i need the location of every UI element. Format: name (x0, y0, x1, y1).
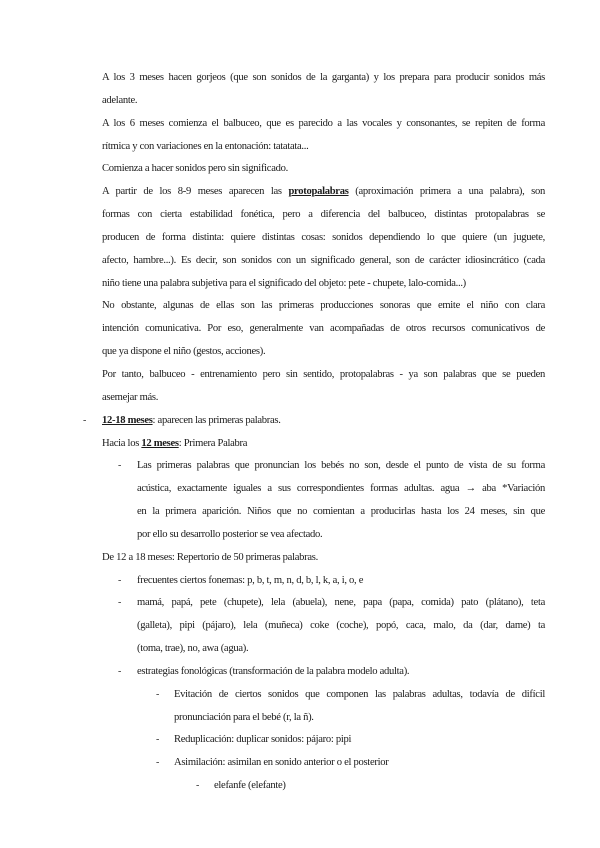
text-segment: A partir de los 8-9 meses aparecen las (102, 186, 289, 198)
text-line (0, 413, 600, 436)
text-segment: por ello su desarrollo posterior se vea afectado. (137, 528, 323, 540)
text-line (0, 161, 600, 184)
text-line (0, 70, 600, 93)
text-line (0, 230, 600, 253)
paragraph-text (174, 687, 545, 710)
text-segment: : Primera Palabra (178, 437, 248, 449)
text-segment: rítmica y con variaciones en la entonación: tatatata... (102, 140, 309, 152)
text-line (0, 458, 600, 481)
text-line (0, 344, 600, 367)
text-segment: intención comunicativa. Por eso, generalmente van acompañadas de otros recursos comunicativos de (102, 323, 545, 335)
text-segment: asemejar más. (102, 391, 159, 403)
emphasized-term: 12 meses (141, 437, 179, 449)
paragraph-text (102, 367, 545, 390)
text-line (0, 573, 600, 596)
text-segment: adelante. (102, 94, 138, 106)
text-line (0, 139, 600, 162)
paragraph-text (214, 778, 545, 801)
paragraph-text (102, 93, 545, 116)
paragraph-text (137, 573, 545, 596)
text-segment: Reduplicación: duplicar sonidos: pájaro: pipi (174, 734, 352, 746)
paragraph-text (137, 527, 545, 550)
text-segment: : aparecen las primeras palabras. (152, 414, 281, 426)
text-segment: A los 3 meses hacen gorjeos (que son sonidos de la garganta) y los prepara para producir sonidos más (102, 72, 545, 83)
text-segment: Evitación de ciertos sonidos que componen las palabras adultas, todavía de difícil (174, 688, 545, 700)
text-line (0, 710, 600, 733)
text-line (0, 481, 600, 504)
bullet-icon: - (118, 460, 122, 472)
paragraph-text (137, 618, 545, 641)
text-segment: pronunciación para el bebé (r, la ñ). (174, 711, 314, 723)
text-segment: Hacia los (102, 437, 142, 449)
text-segment: mamá, papá, pete (chupete), lela (abuela), nene, papa (papa, comida) pato (plátano), teta (137, 597, 545, 609)
bullet-icon: - (118, 597, 122, 609)
text-line (0, 207, 600, 230)
text-line (0, 253, 600, 276)
text-segment: en la primera aparición. Niños que no comientan a producirlas hasta los 24 meses, sin que (137, 506, 545, 518)
text-segment: elefanfe (elefante) (214, 780, 286, 792)
text-segment: formas con cierta estabilidad fonética, pero a diferencia del balbuceo, distintas protopalabras se (102, 209, 545, 221)
paragraph-text (137, 504, 545, 527)
paragraph-text (102, 230, 545, 253)
text-line (0, 93, 600, 116)
bullet-icon: - (196, 780, 200, 792)
text-line (0, 436, 600, 459)
text-line (0, 778, 600, 801)
text-segment: (galleta), pipi (pájaro), lela (muñeca) coke (coche), popó, caca, malo, da (dar, dame) ta (137, 620, 545, 632)
paragraph-text (102, 70, 545, 93)
text-line (0, 664, 600, 687)
paragraph-text (174, 710, 545, 733)
text-line (0, 618, 600, 641)
paragraph-text (102, 436, 545, 459)
paragraph-text (102, 139, 545, 162)
paragraph-text (137, 641, 545, 664)
paragraph-text (102, 276, 545, 299)
text-segment: A los 6 meses comienza el balbuceo, que es parecido a las vocales y consonantes, se repiten de forma (102, 117, 545, 129)
paragraph-text (174, 755, 545, 778)
text-line (0, 527, 600, 550)
paragraph-text (102, 116, 545, 139)
text-segment: No obstante, algunas de ellas son las primeras producciones sonoras que emite el niño con clara (102, 300, 545, 312)
bullet-icon: - (156, 757, 160, 769)
paragraph-text (102, 390, 545, 413)
bullet-icon: - (156, 734, 160, 746)
text-segment: Comienza a hacer sonidos pero sin significado. (102, 163, 288, 175)
text-segment: De 12 a 18 meses: Repertorio de 50 primeras palabras. (102, 551, 318, 563)
paragraph-text (137, 458, 545, 481)
paragraph-text (137, 481, 545, 504)
paragraph-text (102, 550, 545, 573)
text-segment: Las primeras palabras que pronuncian los bebés no son, desde el punto de vista de su forma (137, 460, 545, 472)
text-segment: Asimilación: asimilan en sonido anterior o el posterior (174, 757, 389, 769)
paragraph-text (102, 253, 545, 276)
emphasized-term: protopalabras (288, 186, 349, 198)
text-segment: acústica, exactamente iguales a sus correspondientes formas adultas. agua → aba *Variación (137, 483, 545, 495)
text-segment: (toma, trae), no, awa (agua). (137, 643, 249, 655)
text-line (0, 116, 600, 139)
bullet-icon: - (118, 665, 122, 677)
text-line (0, 550, 600, 573)
paragraph-text (137, 664, 545, 687)
paragraph-text (137, 595, 545, 618)
text-segment: frecuentes ciertos fonemas: p, b, t, m, n, d, b, l, k, a, i, o, e (137, 574, 364, 586)
bullet-icon: - (156, 688, 160, 700)
text-line (0, 184, 600, 207)
text-line (0, 755, 600, 778)
bullet-icon: - (83, 414, 87, 426)
paragraph-text (102, 184, 545, 207)
text-line (0, 298, 600, 321)
text-segment: Por tanto, balbuceo - entrenamiento pero sin sentido, protopalabras - ya son palabras que se pueden (102, 368, 545, 380)
text-segment: niño tiene una palabra subjetiva para el significado del objeto: pete - chupete, lalo-comida...) (102, 277, 466, 289)
emphasized-term: 12-18 meses (102, 414, 153, 426)
text-line (0, 595, 600, 618)
paragraph-text (102, 298, 545, 321)
paragraph-text (102, 161, 545, 184)
text-line (0, 732, 600, 755)
paragraph-text (174, 732, 545, 755)
paragraph-text (102, 344, 545, 367)
text-line (0, 367, 600, 390)
text-line (0, 390, 600, 413)
text-line (0, 641, 600, 664)
text-line (0, 504, 600, 527)
text-segment: producen de forma distinta: quiere distintas cosas: sonidos dependiendo lo que quiere (un juguete, (102, 231, 545, 243)
text-line (0, 687, 600, 710)
text-segment: estrategias fonológicas (transformación de la palabra modelo adulta). (137, 665, 410, 677)
text-line (0, 276, 600, 299)
text-segment: que ya dispone el niño (gestos, acciones). (102, 346, 266, 358)
paragraph-text (102, 207, 545, 230)
text-line (0, 321, 600, 344)
paragraph-text (102, 413, 545, 436)
bullet-icon: - (118, 574, 122, 586)
text-segment: afecto, hambre...). Es decir, son sonidos con un significado general, son de carácter idiosincrático (cada (102, 254, 545, 266)
paragraph-text (102, 321, 545, 344)
text-segment: (aproximación primera a una palabra), son (348, 186, 545, 198)
